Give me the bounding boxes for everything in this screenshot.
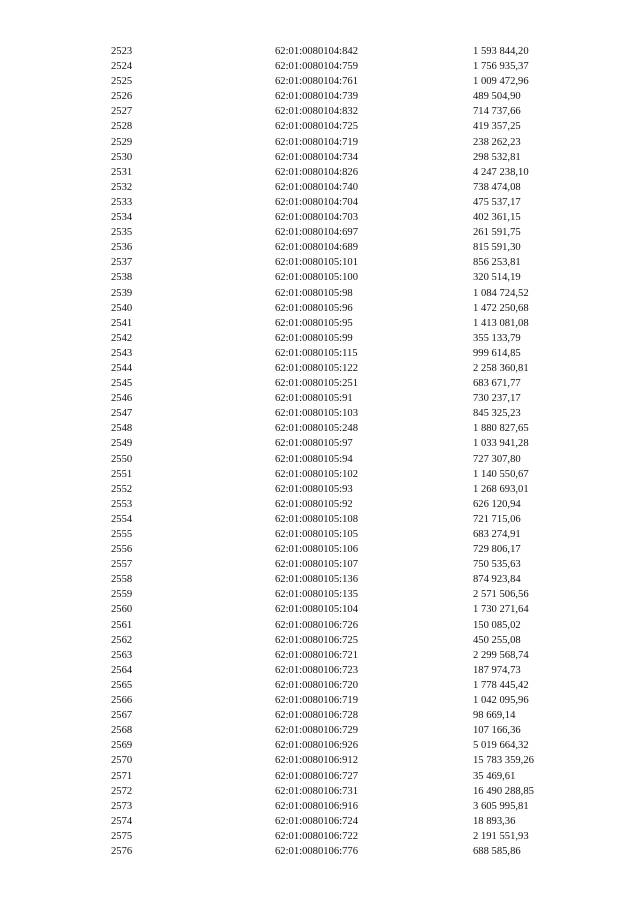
cadastral-number: 62:01:0080106:729 bbox=[275, 725, 358, 737]
table-row bbox=[0, 602, 640, 617]
table-row bbox=[0, 452, 640, 467]
cadastral-number: 62:01:0080104:761 bbox=[275, 76, 358, 88]
value-amount: 1 593 844,20 bbox=[473, 46, 529, 57]
table-row bbox=[0, 527, 640, 542]
table-row bbox=[0, 421, 640, 436]
value-amount: 1 472 250,68 bbox=[473, 302, 529, 314]
table-row bbox=[0, 497, 640, 512]
row-number: 2549 bbox=[111, 438, 133, 450]
cadastral-number: 62:01:0080105:97 bbox=[275, 438, 353, 450]
table-row bbox=[0, 301, 640, 316]
value-amount: 738 474,08 bbox=[473, 181, 521, 193]
row-number: 2558 bbox=[111, 574, 133, 586]
table-row bbox=[0, 648, 640, 663]
value-amount: 688 585,86 bbox=[473, 845, 521, 857]
cadastral-number: 62:01:0080105:105 bbox=[275, 529, 358, 540]
value-amount: 874 923,84 bbox=[473, 574, 521, 586]
table-row bbox=[0, 119, 640, 134]
table-row bbox=[0, 406, 640, 421]
table-row bbox=[0, 270, 640, 285]
row-number: 2573 bbox=[111, 800, 133, 812]
cadastral-number: 62:01:0080105:115 bbox=[275, 347, 358, 359]
row-number: 2572 bbox=[111, 785, 133, 797]
table-row bbox=[0, 59, 640, 74]
table-row bbox=[0, 738, 640, 753]
row-number: 2547 bbox=[111, 408, 133, 420]
row-number: 2533 bbox=[111, 196, 133, 208]
row-number: 2545 bbox=[111, 378, 133, 390]
value-amount: 35 469,61 bbox=[473, 770, 516, 782]
row-number: 2544 bbox=[111, 362, 133, 374]
row-number: 2565 bbox=[111, 679, 133, 691]
row-number: 2576 bbox=[111, 845, 133, 857]
data-table bbox=[0, 44, 640, 859]
value-amount: 150 085,02 bbox=[473, 619, 521, 631]
cadastral-number: 62:01:0080105:93 bbox=[275, 483, 353, 495]
row-number: 2568 bbox=[111, 725, 133, 737]
value-amount: 2 191 551,93 bbox=[473, 830, 529, 842]
value-amount: 1 009 472,96 bbox=[473, 76, 529, 88]
cadastral-number: 62:01:0080105:95 bbox=[275, 317, 353, 329]
row-number: 2534 bbox=[111, 212, 133, 224]
cadastral-number: 62:01:0080106:727 bbox=[275, 770, 358, 782]
table-row bbox=[0, 210, 640, 225]
table-row bbox=[0, 361, 640, 376]
cadastral-number: 62:01:0080106:728 bbox=[275, 710, 358, 722]
value-amount: 1 033 941,28 bbox=[473, 438, 529, 450]
row-number: 2531 bbox=[111, 166, 133, 178]
row-number: 2554 bbox=[111, 513, 133, 525]
value-amount: 98 669,14 bbox=[473, 710, 516, 722]
value-amount: 3 605 995,81 bbox=[473, 800, 529, 812]
row-number: 2542 bbox=[111, 332, 133, 344]
value-amount: 355 133,79 bbox=[473, 332, 521, 344]
row-number: 2528 bbox=[111, 121, 133, 133]
row-number: 2559 bbox=[111, 589, 133, 601]
row-number: 2543 bbox=[111, 347, 133, 359]
cadastral-number: 62:01:0080106:912 bbox=[275, 755, 358, 767]
row-number: 2560 bbox=[111, 604, 133, 616]
value-amount: 1 042 095,96 bbox=[473, 695, 529, 707]
value-amount: 730 237,17 bbox=[473, 393, 521, 405]
cadastral-number: 62:01:0080105:100 bbox=[275, 272, 358, 284]
value-amount: 2 258 360,81 bbox=[473, 362, 529, 374]
row-number: 2570 bbox=[111, 755, 133, 767]
value-amount: 1 140 550,67 bbox=[473, 468, 529, 480]
value-amount: 475 537,17 bbox=[473, 196, 521, 208]
table-row bbox=[0, 482, 640, 497]
cadastral-number: 62:01:0080106:916 bbox=[275, 800, 358, 812]
value-amount: 18 893,36 bbox=[473, 815, 516, 827]
table-row bbox=[0, 844, 640, 859]
cadastral-number: 62:01:0080105:108 bbox=[275, 513, 358, 525]
table-row bbox=[0, 663, 640, 678]
table-row bbox=[0, 784, 640, 799]
row-number: 2529 bbox=[111, 136, 133, 148]
value-amount: 815 591,30 bbox=[473, 242, 521, 254]
table-row bbox=[0, 180, 640, 195]
row-number: 2574 bbox=[111, 815, 133, 827]
value-amount: 4 247 238,10 bbox=[473, 166, 529, 178]
value-amount: 2 299 568,74 bbox=[473, 649, 529, 661]
cadastral-number: 62:01:0080106:722 bbox=[275, 830, 358, 842]
cadastral-number: 62:01:0080104:734 bbox=[275, 151, 358, 163]
table-row bbox=[0, 512, 640, 527]
table-row bbox=[0, 331, 640, 346]
value-amount: 750 535,63 bbox=[473, 559, 521, 571]
value-amount: 626 120,94 bbox=[473, 498, 521, 510]
table-row bbox=[0, 723, 640, 738]
value-amount: 107 166,36 bbox=[473, 725, 521, 737]
row-number: 2555 bbox=[111, 529, 133, 540]
row-number: 2526 bbox=[111, 91, 133, 103]
row-number: 2539 bbox=[111, 287, 133, 299]
value-amount: 1 756 935,37 bbox=[473, 61, 529, 73]
table-row bbox=[0, 572, 640, 587]
table-row bbox=[0, 195, 640, 210]
cadastral-number: 62:01:0080106:731 bbox=[275, 785, 358, 797]
value-amount: 1 730 271,64 bbox=[473, 604, 529, 616]
table-row bbox=[0, 618, 640, 633]
row-number: 2571 bbox=[111, 770, 133, 782]
table-row bbox=[0, 135, 640, 150]
row-number: 2527 bbox=[111, 106, 133, 118]
value-amount: 729 806,17 bbox=[473, 544, 521, 556]
cadastral-number: 62:01:0080105:101 bbox=[275, 257, 358, 269]
value-amount: 727 307,80 bbox=[473, 453, 521, 465]
table-row bbox=[0, 587, 640, 602]
cadastral-number: 62:01:0080105:122 bbox=[275, 362, 358, 374]
row-number: 2553 bbox=[111, 498, 133, 510]
cadastral-number: 62:01:0080104:703 bbox=[275, 212, 358, 224]
row-number: 2551 bbox=[111, 468, 133, 480]
table-row bbox=[0, 769, 640, 784]
table-row bbox=[0, 150, 640, 165]
row-number: 2541 bbox=[111, 317, 133, 329]
cadastral-number: 62:01:0080105:107 bbox=[275, 559, 358, 571]
table-row bbox=[0, 678, 640, 693]
row-number: 2552 bbox=[111, 483, 133, 495]
cadastral-number: 62:01:0080104:759 bbox=[275, 61, 358, 73]
value-amount: 1 413 081,08 bbox=[473, 317, 529, 329]
value-amount: 261 591,75 bbox=[473, 227, 521, 239]
table-row bbox=[0, 467, 640, 482]
table-row bbox=[0, 286, 640, 301]
table-row bbox=[0, 829, 640, 844]
table-row bbox=[0, 240, 640, 255]
row-number: 2550 bbox=[111, 453, 133, 465]
value-amount: 187 974,73 bbox=[473, 664, 521, 676]
cadastral-number: 62:01:0080105:104 bbox=[275, 604, 358, 616]
cadastral-number: 62:01:0080105:96 bbox=[275, 302, 353, 314]
table-row bbox=[0, 104, 640, 119]
value-amount: 845 325,23 bbox=[473, 408, 521, 420]
table-row bbox=[0, 74, 640, 89]
row-number: 2566 bbox=[111, 695, 133, 707]
cadastral-number: 62:01:0080106:926 bbox=[275, 740, 358, 752]
row-number: 2557 bbox=[111, 559, 133, 571]
value-amount: 1 880 827,65 bbox=[473, 423, 529, 435]
row-number: 2556 bbox=[111, 544, 133, 556]
table-row bbox=[0, 436, 640, 451]
value-amount: 238 262,23 bbox=[473, 136, 521, 148]
row-number: 2538 bbox=[111, 272, 133, 284]
cadastral-number: 62:01:0080105:94 bbox=[275, 453, 353, 465]
cadastral-number: 62:01:0080104:739 bbox=[275, 91, 358, 103]
row-number: 2575 bbox=[111, 830, 133, 842]
row-number: 2546 bbox=[111, 393, 133, 405]
table-row bbox=[0, 753, 640, 768]
value-amount: 714 737,66 bbox=[473, 106, 521, 118]
row-number: 2561 bbox=[111, 619, 133, 631]
cadastral-number: 62:01:0080104:697 bbox=[275, 227, 358, 239]
table-row bbox=[0, 165, 640, 180]
cadastral-number: 62:01:0080104:832 bbox=[275, 106, 358, 118]
value-amount: 419 357,25 bbox=[473, 121, 521, 133]
cadastral-number: 62:01:0080105:103 bbox=[275, 408, 358, 420]
value-amount: 298 532,81 bbox=[473, 151, 521, 163]
cadastral-number: 62:01:0080104:826 bbox=[275, 166, 358, 178]
row-number: 2563 bbox=[111, 649, 133, 661]
table-row bbox=[0, 225, 640, 240]
row-number: 2564 bbox=[111, 664, 133, 676]
row-number: 2525 bbox=[111, 76, 133, 88]
table-row bbox=[0, 693, 640, 708]
table-row bbox=[0, 376, 640, 391]
cadastral-number: 62:01:0080105:99 bbox=[275, 332, 353, 344]
table-row bbox=[0, 814, 640, 829]
value-amount: 16 490 288,85 bbox=[473, 785, 534, 797]
cadastral-number: 62:01:0080106:726 bbox=[275, 619, 358, 631]
cadastral-number: 62:01:0080106:719 bbox=[275, 695, 358, 707]
value-amount: 320 514,19 bbox=[473, 272, 521, 284]
table-row bbox=[0, 346, 640, 361]
cadastral-number: 62:01:0080106:725 bbox=[275, 634, 358, 646]
value-amount: 402 361,15 bbox=[473, 212, 521, 224]
row-number: 2535 bbox=[111, 227, 133, 239]
cadastral-number: 62:01:0080105:251 bbox=[275, 378, 358, 390]
value-amount: 683 671,77 bbox=[473, 378, 521, 390]
table-row bbox=[0, 316, 640, 331]
row-number: 2540 bbox=[111, 302, 133, 314]
cadastral-number: 62:01:0080104:719 bbox=[275, 136, 358, 148]
value-amount: 683 274,91 bbox=[473, 529, 521, 540]
value-amount: 489 504,90 bbox=[473, 91, 521, 103]
row-number: 2537 bbox=[111, 257, 133, 269]
cadastral-number: 62:01:0080106:776 bbox=[275, 845, 358, 857]
cadastral-number: 62:01:0080105:136 bbox=[275, 574, 358, 586]
row-number: 2569 bbox=[111, 740, 133, 752]
row-number: 2567 bbox=[111, 710, 133, 722]
table-row bbox=[0, 799, 640, 814]
value-amount: 721 715,06 bbox=[473, 513, 521, 525]
table-row bbox=[0, 89, 640, 104]
cadastral-number: 62:01:0080105:102 bbox=[275, 468, 358, 480]
row-number: 2562 bbox=[111, 634, 133, 646]
cadastral-number: 62:01:0080106:723 bbox=[275, 664, 358, 676]
row-number: 2532 bbox=[111, 181, 133, 193]
cadastral-number: 62:01:0080104:740 bbox=[275, 181, 358, 193]
cadastral-number: 62:01:0080105:98 bbox=[275, 287, 353, 299]
cadastral-number: 62:01:0080106:724 bbox=[275, 815, 358, 827]
cadastral-number: 62:01:0080106:720 bbox=[275, 679, 358, 691]
cadastral-number: 62:01:0080104:842 bbox=[275, 46, 358, 57]
table-row bbox=[0, 708, 640, 723]
row-number: 2548 bbox=[111, 423, 133, 435]
value-amount: 2 571 506,56 bbox=[473, 589, 529, 601]
cadastral-number: 62:01:0080105:106 bbox=[275, 544, 358, 556]
row-number: 2524 bbox=[111, 61, 133, 73]
table-row bbox=[0, 391, 640, 406]
table-row bbox=[0, 44, 640, 59]
cadastral-number: 62:01:0080105:92 bbox=[275, 498, 353, 510]
row-number: 2536 bbox=[111, 242, 133, 254]
cadastral-number: 62:01:0080105:91 bbox=[275, 393, 353, 405]
cadastral-number: 62:01:0080105:135 bbox=[275, 589, 358, 601]
value-amount: 1 778 445,42 bbox=[473, 679, 529, 691]
table-row bbox=[0, 633, 640, 648]
value-amount: 15 783 359,26 bbox=[473, 755, 534, 767]
cadastral-number: 62:01:0080104:689 bbox=[275, 242, 358, 254]
cadastral-number: 62:01:0080105:248 bbox=[275, 423, 358, 435]
value-amount: 999 614,85 bbox=[473, 347, 521, 359]
cadastral-number: 62:01:0080104:725 bbox=[275, 121, 358, 133]
row-number: 2530 bbox=[111, 151, 133, 163]
value-amount: 1 084 724,52 bbox=[473, 287, 529, 299]
cadastral-number: 62:01:0080104:704 bbox=[275, 196, 358, 208]
value-amount: 856 253,81 bbox=[473, 257, 521, 269]
value-amount: 1 268 693,01 bbox=[473, 483, 529, 495]
value-amount: 5 019 664,32 bbox=[473, 740, 529, 752]
table-row bbox=[0, 255, 640, 270]
table-row bbox=[0, 542, 640, 557]
row-number: 2523 bbox=[111, 46, 133, 57]
cadastral-number: 62:01:0080106:721 bbox=[275, 649, 358, 661]
value-amount: 450 255,08 bbox=[473, 634, 521, 646]
table-row bbox=[0, 557, 640, 572]
